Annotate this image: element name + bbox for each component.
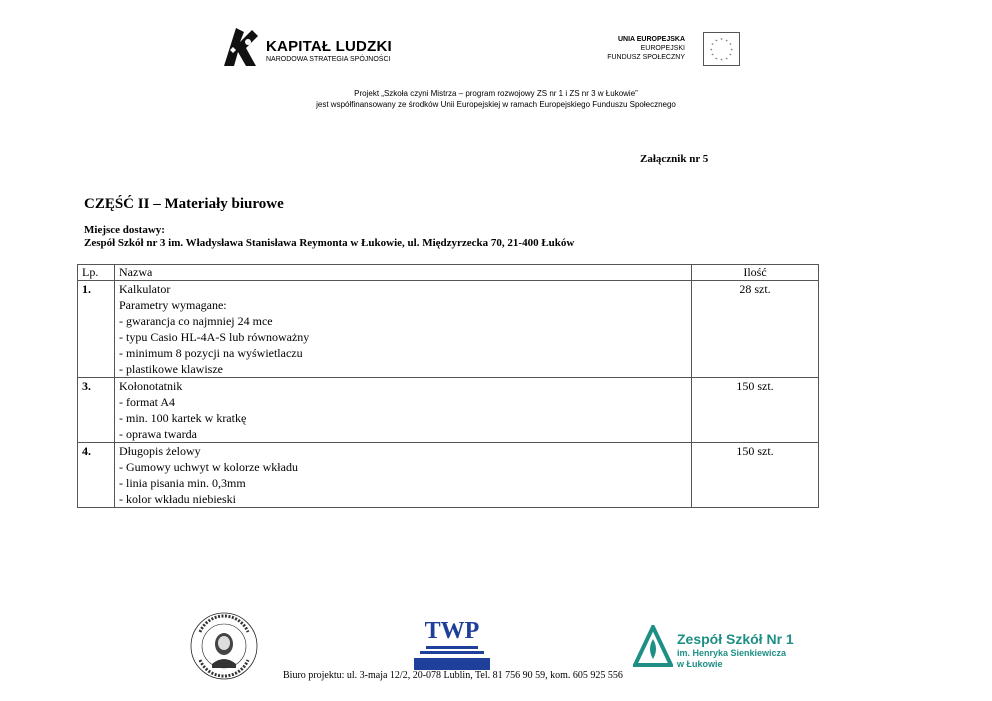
- row-qty: 150 szt.: [692, 443, 819, 508]
- delivery-label: Miejsce dostawy:: [84, 224, 165, 236]
- row-line: - Gumowy uchwyt w kolorze wkładu: [119, 460, 298, 474]
- annex-label: Załącznik nr 5: [640, 153, 709, 165]
- items-table: [77, 264, 819, 508]
- row-line: - oprawa twarda: [119, 427, 197, 441]
- section-title: CZĘŚĆ II – Materiały biurowe: [84, 196, 284, 212]
- svg-text:*: *: [729, 54, 732, 59]
- svg-text:*: *: [709, 48, 713, 54]
- svg-text:*: *: [730, 48, 734, 54]
- svg-text:*: *: [725, 57, 728, 63]
- eu-logo: [580, 30, 745, 70]
- row-line: - plastikowe klawisze: [119, 362, 223, 376]
- svg-text:*: *: [725, 39, 728, 45]
- table-row: [78, 281, 819, 378]
- project-info: [0, 88, 992, 110]
- header-lp: Lp.: [78, 265, 115, 281]
- row-line: Kalkulator: [119, 282, 171, 296]
- delivery-address: Zespół Szkół nr 3 im. Władysława Stanisława Reymonta w Łukowie, ul. Międzyrzecka 70, 21-400 Łuków: [84, 237, 575, 249]
- row-line: - minimum 8 pozycji na wyświetlaczu: [119, 346, 303, 360]
- row-qty: 150 szt.: [692, 378, 819, 443]
- row-lp: 4.: [78, 443, 115, 508]
- svg-text:*: *: [711, 54, 714, 59]
- row-name: [115, 281, 692, 378]
- eu-logo-line2: EUROPEJSKI: [640, 45, 685, 52]
- svg-text:*: *: [720, 38, 723, 44]
- row-name: [115, 378, 692, 443]
- row-line: - typu Casio HL-4A-S lub równoważny: [119, 330, 310, 344]
- row-line: - format A4: [119, 395, 175, 409]
- eu-logo-text: [607, 35, 685, 62]
- row-line: - min. 100 kartek w kratkę: [119, 411, 247, 425]
- row-line: - linia pisania min. 0,3mm: [119, 476, 246, 490]
- kapital-ludzki-emblem-icon: [218, 22, 264, 70]
- header-qty: Ilość: [692, 265, 819, 281]
- row-line: Długopis żelowy: [119, 444, 201, 458]
- svg-text:*: *: [711, 43, 714, 49]
- project-office-address: Biuro projektu: ul. 3-maja 12/2, 20-078 Lublin, Tel. 81 756 90 59, kom. 605 925 556: [283, 670, 623, 681]
- table-header-row: [78, 265, 819, 281]
- row-name: [115, 443, 692, 508]
- row-line: - kolor wkładu niebieski: [119, 492, 236, 506]
- svg-text:*: *: [729, 43, 732, 49]
- project-line-2: jest współfinansowany ze środków Unii Europejskiej w ramach Europejskiego Funduszu Społecznego: [316, 100, 676, 109]
- eu-logo-line3: FUNDUSZ SPOŁECZNY: [607, 54, 685, 61]
- svg-text:*: *: [715, 57, 718, 63]
- zs1-emblem-icon: [633, 625, 673, 670]
- zs1-title: Zespół Szkół Nr 1: [677, 631, 794, 647]
- svg-text:*: *: [720, 59, 723, 65]
- eu-flag-icon: [703, 32, 740, 66]
- kapital-ludzki-title: KAPITAŁ LUDZKI: [266, 38, 392, 55]
- zs1-logo: [633, 625, 813, 670]
- row-line: Parametry wymagane:: [119, 298, 227, 312]
- row-line: Kołonotatnik: [119, 379, 183, 393]
- twp-logo-text: TWP: [424, 618, 480, 644]
- row-lp: 3.: [78, 378, 115, 443]
- row-line: - gwarancja co najmniej 24 mce: [119, 314, 273, 328]
- table-row: [78, 378, 819, 443]
- kapital-ludzki-subtitle: NARODOWA STRATEGIA SPÓJNOŚCI: [266, 56, 391, 63]
- eu-logo-line1: UNIA EUROPEJSKA: [617, 36, 685, 43]
- row-qty: 28 szt.: [692, 281, 819, 378]
- school-seal-logo-icon: [188, 610, 260, 682]
- project-line-1: Projekt „Szkoła czyni Mistrza – program rozwojowy ZS nr 1 i ZS nr 3 w Łukowie”: [354, 89, 638, 98]
- zs1-subtitle-1: im. Henryka Sienkiewicza: [677, 648, 787, 658]
- header-name: Nazwa: [115, 265, 692, 281]
- kapital-ludzki-logo: [218, 22, 418, 70]
- twp-logo-icon: [412, 614, 492, 672]
- zs1-subtitle-2: w Łukowie: [677, 659, 723, 669]
- table-row: [78, 443, 819, 508]
- row-lp: 1.: [78, 281, 115, 378]
- svg-text:*: *: [715, 39, 718, 45]
